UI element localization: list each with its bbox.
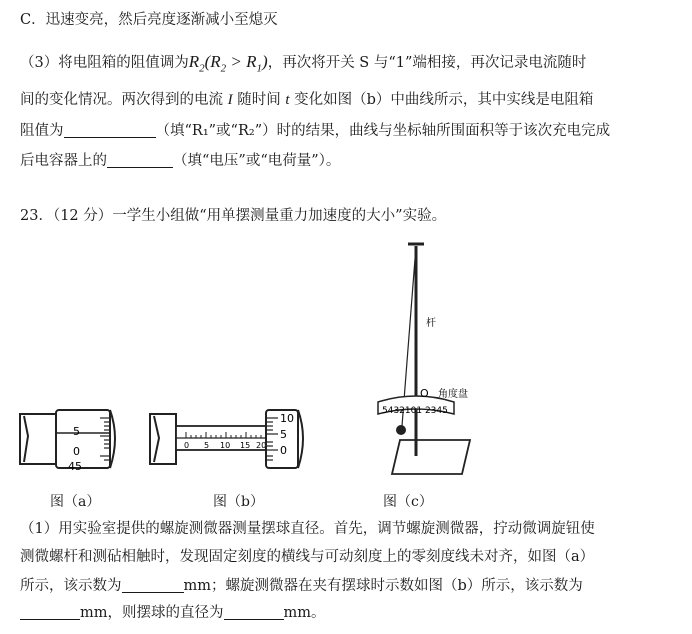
fig-b-main-15: 15: [240, 441, 251, 450]
fig-c-protractor-label: 角度盘: [438, 389, 468, 400]
fig-a-tick-45: 45: [68, 460, 82, 473]
caption-figure-b: 图（b）: [213, 494, 264, 510]
caption-figure-c: 图（c）: [383, 494, 433, 510]
micrometer-figure-a: [16, 400, 126, 480]
fig-b-main-10: 10: [220, 441, 231, 450]
blank-ball-reading[interactable]: [20, 619, 80, 620]
micrometer-figure-b: [146, 400, 316, 480]
fig-c-rod-label: 杆: [426, 318, 436, 329]
blank-quantity[interactable]: [107, 167, 173, 168]
option-c-line: C．迅速变亮，然后亮度逐渐减小至熄灭: [20, 12, 278, 28]
question-3-line-4: 后电容器上的 （填“电压”或“电荷量”）。: [20, 153, 341, 169]
part-1-line-2: 测微螺杆和测砧相触时，发现固定刻度的横线与可动刻度上的零刻度线未对齐，如图（a）: [20, 549, 595, 565]
fig-b-thimble-5: 5: [280, 428, 287, 441]
fig-b-main-20: 20: [256, 441, 267, 450]
fig-a-tick-5: 5: [73, 425, 80, 438]
fig-c-origin-label: O: [420, 387, 429, 400]
question-3-line-3: 阻值为 （填“R₁”或“R₂”）时的结果，曲线与坐标轴所围面积等于该次充电完成: [20, 123, 611, 139]
fig-b-thimble-10: 10: [280, 412, 294, 425]
blank-diameter[interactable]: [224, 619, 284, 620]
blank-resistance[interactable]: [64, 137, 156, 138]
part-1-line-1: （1）用实验室提供的螺旋测微器测量摆球直径。首先，调节螺旋测微器，拧动微调旋钮使: [20, 521, 595, 537]
fig-b-thimble-0: 0: [280, 444, 287, 457]
question-3-line-1: （3）将电阻箱的阻值调为$R_2(R_2 > R_1)$，再次将开关 S 与“1”端相接，再次记录电流随时: [20, 52, 587, 75]
pendulum-figure-c: [358, 234, 498, 484]
question-23-title: 23．（12 分）一学生小组做“用单摆测量重力加速度的大小”实验。: [20, 208, 447, 224]
fig-a-tick-0: 0: [73, 445, 80, 458]
caption-figure-a: 图（a）: [50, 494, 101, 510]
fig-c-scale: 5432101 2345: [382, 406, 448, 416]
part-1-line-4: mm，则摆球的直径为 mm。: [20, 603, 326, 623]
part-1-line-3: 所示，该示数为 mm；螺旋测微器在夹有摆球时示数如图（b）所示，该示数为: [20, 578, 583, 594]
formula-r2: $R_2(R_2 > R_1)$: [188, 52, 268, 75]
fig-b-main-0: 0: [184, 441, 190, 450]
fig-b-main-5: 5: [204, 441, 210, 450]
blank-zero-reading[interactable]: [122, 592, 184, 593]
question-3-line-2: 间的变化情况。两次得到的电流 I 随时间 t 变化如图（b）中曲线所示，其中实线是电阻箱: [20, 92, 594, 108]
